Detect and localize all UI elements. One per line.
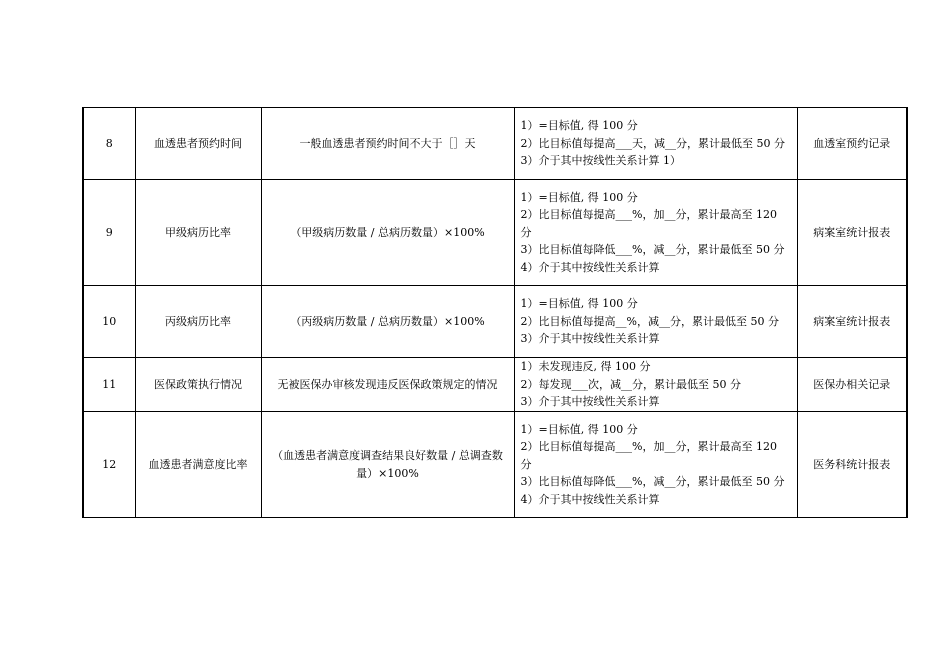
rule-line: 1）=目标值, 得 100 分 — [520, 190, 638, 204]
table-row — [83, 358, 907, 412]
indicator-formula: （甲级病历数量 / 总病历数量）×100% — [261, 180, 514, 286]
rule-line: 2）比目标值每提高___天，减__分，累计最低至 50 分 — [520, 136, 785, 150]
row-number: 9 — [83, 180, 135, 286]
data-source: 病案室统计报表 — [797, 286, 907, 358]
rule-line: 1）=目标值, 得 100 分 — [520, 422, 638, 436]
row-number: 8 — [83, 108, 135, 180]
rule-line: 2）比目标值每提高___%，加__分，累计最高至 120 分 — [520, 208, 777, 239]
table-row — [83, 286, 907, 358]
rule-line: 3）介于其中按线性关系计算 — [520, 332, 660, 346]
scoring-rules — [514, 412, 797, 518]
indicator-name: 丙级病历比率 — [135, 286, 261, 358]
rule-line: 1）=目标值, 得 100 分 — [520, 119, 638, 133]
indicator-formula: （丙级病历数量 / 总病历数量）×100% — [261, 286, 514, 358]
scoring-rules — [514, 358, 797, 412]
rule-line: 1）未发现违反, 得 100 分 — [520, 360, 651, 374]
data-source: 医保办相关记录 — [797, 358, 907, 412]
table-row — [83, 180, 907, 286]
table-row — [83, 108, 907, 180]
data-source: 医务科统计报表 — [797, 412, 907, 518]
rule-line: 3）介于其中按线性关系计算 — [520, 395, 660, 409]
row-number: 11 — [83, 358, 135, 412]
scoring-rules — [514, 180, 797, 286]
table-row — [83, 412, 907, 518]
scoring-rules — [514, 286, 797, 358]
rule-line: 2）每发现___次，减__分，累计最低至 50 分 — [520, 377, 741, 391]
row-number: 10 — [83, 286, 135, 358]
indicator-name: 血透患者满意度比率 — [135, 412, 261, 518]
data-source: 血透室预约记录 — [797, 108, 907, 180]
indicator-formula: （血透患者满意度调查结果良好数量 / 总调查数量）×100% — [261, 412, 514, 518]
rule-line: 4）介于其中按线性关系计算 — [520, 260, 660, 274]
scoring-rules — [514, 108, 797, 180]
indicator-formula: 无被医保办审核发现违反医保政策规定的情况 — [261, 358, 514, 412]
row-number: 12 — [83, 412, 135, 518]
rule-line: 3）比目标值每降低___%，减__分，累计最低至 50 分 — [520, 243, 785, 257]
rule-line: 2）比目标值每提高__%，减__分，累计最低至 50 分 — [520, 314, 779, 328]
kpi-table — [82, 107, 908, 518]
rule-line: 4）介于其中按线性关系计算 — [520, 492, 660, 506]
indicator-name: 甲级病历比率 — [135, 180, 261, 286]
indicator-name: 血透患者预约时间 — [135, 108, 261, 180]
indicator-formula: 一般血透患者预约时间不大于［］天 — [261, 108, 514, 180]
rule-line: 3）介于其中按线性关系计算 1） — [520, 154, 681, 168]
indicator-name: 医保政策执行情况 — [135, 358, 261, 412]
rule-line: 1）=目标值, 得 100 分 — [520, 297, 638, 311]
rule-line: 2）比目标值每提高___%，加__分，累计最高至 120 分 — [520, 440, 777, 471]
rule-line: 3）比目标值每降低___%，减__分，累计最低至 50 分 — [520, 475, 785, 489]
data-source: 病案室统计报表 — [797, 180, 907, 286]
